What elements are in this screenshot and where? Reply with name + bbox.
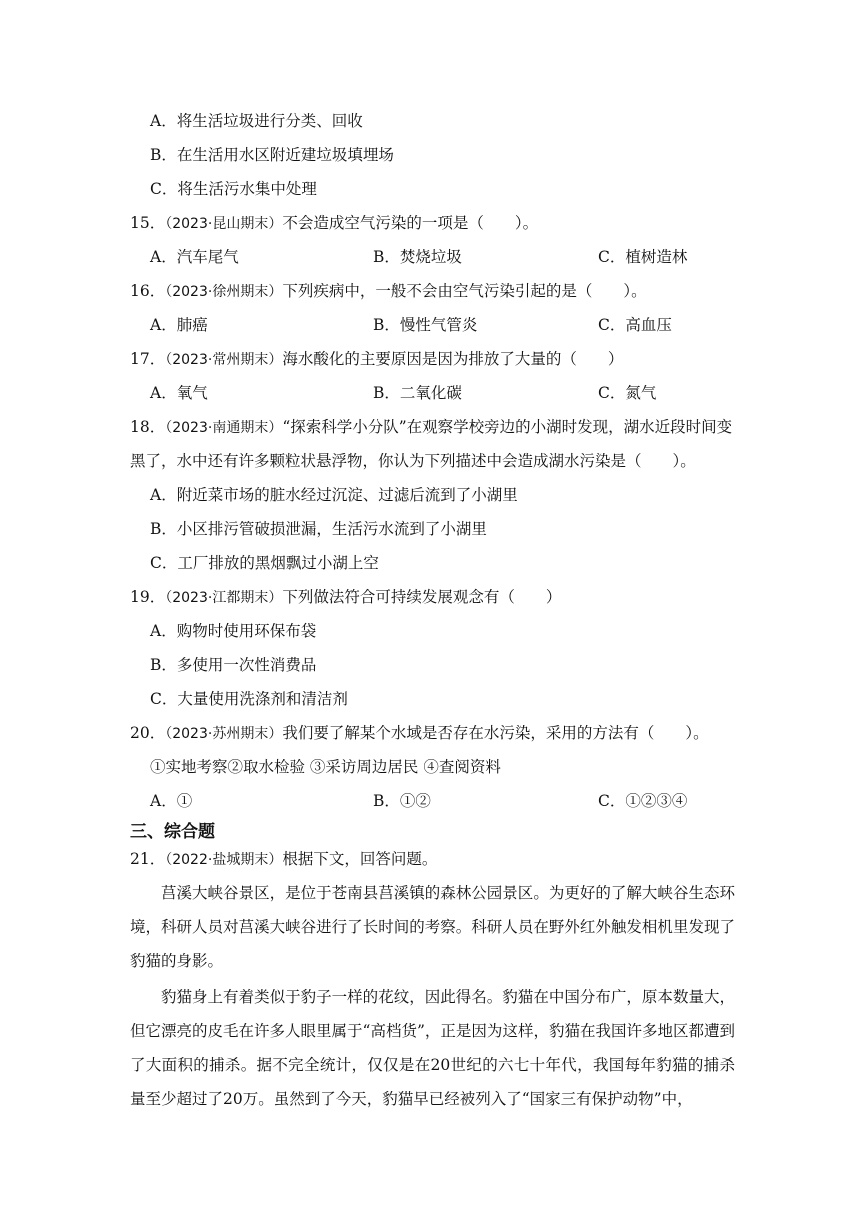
q18-number: 18．: [130, 418, 166, 436]
q21-paragraph-1: 莒溪大峡谷景区，是位于苍南县莒溪镇的森林公园景区。为更好的了解大峡谷生态环境，科研人员对莒溪大峡谷进行了长时间的考察。科研人员在野外红外触发相机里发现了豹猫的身影。: [130, 884, 735, 970]
q21-stem: [130, 849, 437, 870]
q19-number: 19．: [130, 588, 166, 606]
q17-source: （2023·常州期末）: [165, 352, 283, 368]
q21-number: 21．: [130, 850, 166, 868]
q18-stem: [130, 417, 732, 438]
q15-option-c: C．植树造林: [598, 248, 688, 266]
q16-option-c: C．高血压: [598, 316, 672, 334]
q17-number: 17．: [130, 350, 166, 368]
q21-text: 根据下文，回答问题。: [282, 850, 438, 868]
q16-option-b: B．慢性气管炎: [373, 316, 478, 334]
section-heading: 三、综合题: [130, 822, 215, 842]
q18-source: （2023·南通期末）: [165, 420, 283, 436]
q16-option-a: A．肺癌: [150, 316, 208, 334]
q17-stem: [130, 349, 623, 370]
q20-stem: [130, 723, 709, 744]
q20-option-b: B．①②: [373, 792, 431, 810]
q15-number: 15．: [130, 214, 166, 232]
q15-source: （2023·昆山期末）: [165, 216, 283, 232]
q16-source: （2023·徐州期末）: [165, 284, 283, 300]
q18-text-line2: 黑了，水中还有许多颗粒状悬浮物，你认为下列描述中会造成湖水污染是（ ）。: [130, 452, 696, 470]
q14-option-a: A．将生活垃圾进行分类、回收: [150, 112, 363, 130]
q17-option-c: C．氮气: [598, 384, 657, 402]
q19-source: （2023·江都期末）: [165, 590, 283, 606]
q18-option-b: B．小区排污管破损泄漏，生活污水流到了小湖里: [150, 520, 487, 538]
q17-option-a: A．氧气: [150, 384, 208, 402]
q20-option-c: C．①②③④: [598, 792, 688, 810]
q18-option-c: C．工厂排放的黑烟飘过小湖上空: [150, 554, 379, 572]
q15-option-b: B．焚烧垃圾: [373, 248, 462, 266]
q17-option-b: B．二氧化碳: [373, 384, 462, 402]
q20-option-a: A．①: [150, 792, 193, 810]
q21-source: （2022·盐城期末）: [165, 852, 283, 868]
q20-number: 20．: [130, 724, 166, 742]
q15-text: 不会造成空气污染的一项是（ ）。: [282, 214, 539, 232]
q16-number: 16．: [130, 282, 166, 300]
q14-option-b: B．在生活用水区附近建垃圾填埋场: [150, 146, 394, 164]
q21-paragraph-2: 豹猫身上有着类似于豹子一样的花纹，因此得名。豹猫在中国分布广，原本数量大，但它漂亮的皮毛在许多人眼里属于“高档货”，正是因为这样，豹猫在我国许多地区都遭到了大面积的捕杀。据不完全统计，仅仅是在20世纪的六七十年代，我国每年豹猫的捕杀量至少超过了20万。虽然到了今天，豹猫早已经被列入了“国家三有保护动物”中，: [130, 988, 735, 1108]
q16-stem: [130, 281, 647, 302]
q20-methods: ①实地考察②取水检验 ③采访周边居民 ④查阅资料: [150, 758, 501, 776]
q20-source: （2023·苏州期末）: [165, 726, 283, 742]
q19-option-a: A．购物时使用环保布袋: [150, 622, 317, 640]
q19-option-c: C．大量使用洗涤剂和清洁剂: [150, 690, 348, 708]
q15-option-a: A．汽车尾气: [150, 248, 239, 266]
q18-text-line1: “探索科学小分队”在观察学校旁边的小湖时发现，湖水近段时间变: [282, 418, 733, 436]
q17-text: 海水酸化的主要原因是因为排放了大量的（ ）: [282, 350, 624, 368]
q15-stem: [130, 213, 538, 234]
q19-option-b: B．多使用一次性消费品: [150, 656, 317, 674]
q19-stem: [130, 587, 561, 608]
q18-option-a: A．附近菜市场的脏水经过沉淀、过滤后流到了小湖里: [150, 486, 518, 504]
q19-text: 下列做法符合可持续发展观念有（ ）: [282, 588, 562, 606]
q20-text: 我们要了解某个水域是否存在水污染，采用的方法有（ ）。: [282, 724, 709, 742]
q16-text: 下列疾病中，一般不会由空气污染引起的是（ ）。: [282, 282, 647, 300]
q14-option-c: C．将生活污水集中处理: [150, 180, 317, 198]
